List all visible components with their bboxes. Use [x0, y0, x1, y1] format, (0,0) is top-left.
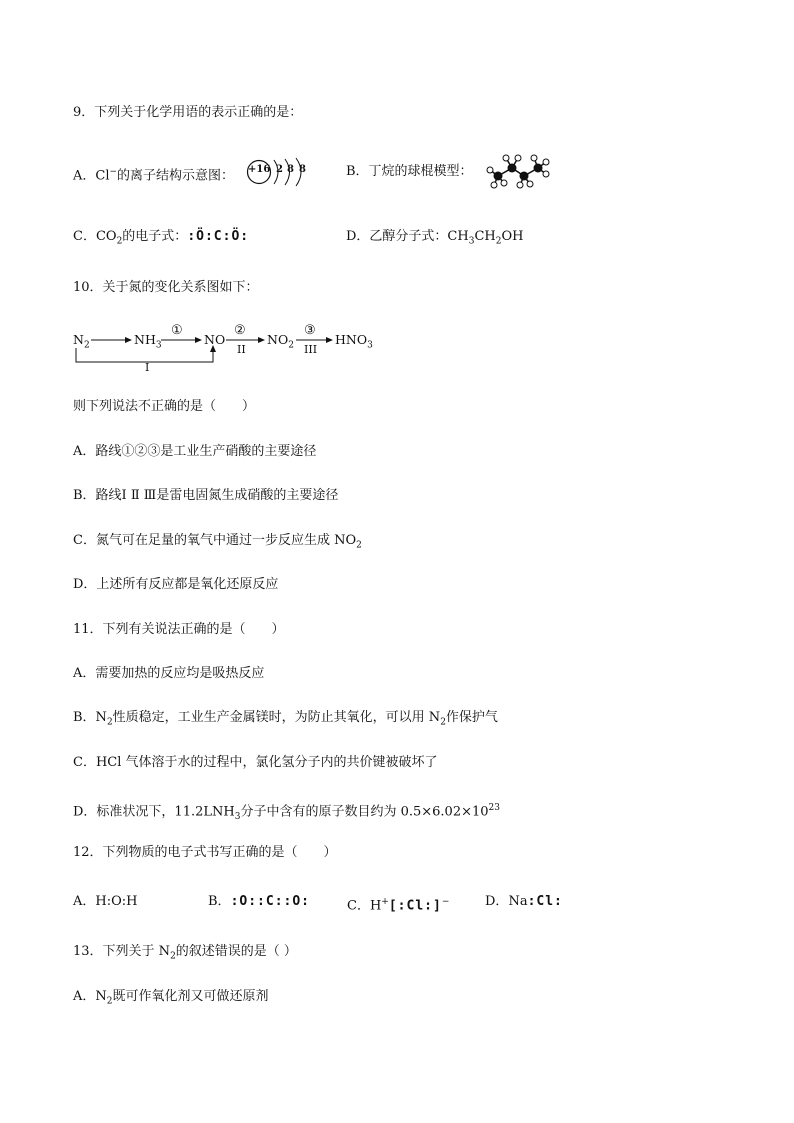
diagram-no2: $NO_2$: [267, 332, 294, 351]
q13-option-a: A．$N_2$既可作氧化剂又可做还原剂: [73, 989, 269, 1007]
q9-option-b: B．丁烷的球棍模型：: [346, 164, 473, 179]
nitrogen-cycle-diagram: [73, 322, 393, 374]
q11-option-a: A．需要加热的反应均是吸热反应: [73, 666, 265, 681]
q12-option-c: C．H+[:Cl:]−: [347, 897, 450, 914]
nucleus-charge: +16: [248, 164, 271, 175]
shell-2-electrons: 8: [287, 164, 294, 175]
q9-d-text: D．乙醇分子式：CH: [346, 229, 469, 244]
q9-c-text: 的电子式：: [122, 229, 188, 244]
diagram-step-3: ③: [304, 323, 316, 338]
q9-option-d: [346, 228, 523, 251]
q10-option-d: D．上述所有反应都是氧化还原反应: [73, 577, 279, 592]
q10-option-c: C．氮气可在足量的氧气中通过一步反应生成 $NO_2$: [73, 533, 362, 551]
q9-c-sub: 2: [116, 236, 123, 247]
diagram-hno3: $HNO_3$: [335, 332, 373, 351]
q13-stem: 13．下列关于 $N_2$的叙述错误的是（ ）: [73, 944, 297, 962]
diagram-route-ii: II: [237, 343, 246, 356]
q10-question: 则下列说法不正确的是（ ）: [73, 399, 256, 414]
q11-option-b: B．$N_2$性质稳定，工业生产金属镁时，为防止其氧化，可以用 $N_2$作保护气: [73, 710, 498, 728]
q9-d-end: OH: [501, 229, 524, 244]
diagram-nh3: $NH_3$: [134, 332, 162, 351]
butane-model-icon: [484, 150, 552, 190]
co2-electron-formula: :Ö:C:Ö:: [187, 229, 250, 244]
q9-stem: 9．下列关于化学用语的表示正确的是：: [73, 105, 303, 120]
q12-option-b: B．:O::C::O:: [208, 894, 311, 909]
diagram-step-1: ①: [171, 323, 183, 338]
q11-stem: 11．下列有关说法正确的是（ ）: [73, 622, 285, 637]
shell-3-electrons: 8: [299, 164, 306, 175]
diagram-n2: $N_2$: [73, 332, 90, 351]
q10-stem: 10．关于氮的变化关系图如下：: [73, 280, 259, 295]
nacl-electron-formula: :Cl:: [527, 894, 563, 909]
q12-option-d: D．Na:Cl:: [485, 894, 563, 909]
q11-option-d: D．标准状况下，$11.2LNH_3$分子中含有的原子数目约为 $0.5\times 6.02\times 10^{23}$: [73, 803, 500, 822]
q11-option-c: C．HCl 气体溶于水的过程中，氯化氢分子内的共价键被破坏了: [73, 755, 438, 770]
q10-option-a: A．路线①②③是工业生产硝酸的主要途径: [73, 444, 317, 459]
q9-d-sub1: 3: [468, 236, 475, 247]
q12-option-a: A．H:O:H: [73, 894, 138, 909]
q9-a-prefix: A．Cl: [73, 168, 110, 184]
diagram-no: NO: [204, 332, 226, 347]
q9-d-mid: CH: [474, 229, 496, 244]
q12-stem: 12．下列物质的电子式书写正确的是（ ）: [73, 845, 337, 860]
butane-ball-stick-model: [484, 150, 552, 190]
q9-option-c: [73, 228, 249, 251]
q10-option-b: B．路线Ⅰ Ⅱ Ⅲ是雷电固氮生成硝酸的主要途径: [73, 488, 339, 503]
q9-a-text: 的离子结构示意图：: [117, 168, 235, 184]
ion-structure-diagram: [244, 156, 314, 188]
diagram-route-i: I: [145, 361, 150, 374]
hcl-electron-formula: [:Cl:]: [388, 898, 442, 914]
q9-option-a: [73, 163, 234, 185]
diagram-step-2: ②: [234, 323, 246, 338]
q9-c-prefix: C．CO: [73, 229, 117, 244]
q9-a-charge: −: [109, 167, 118, 177]
co2-electron-formula-b: :O::C::O:: [230, 894, 311, 909]
shell-1-electrons: 2: [276, 164, 283, 175]
diagram-route-iii: III: [304, 343, 318, 356]
q9-d-sub2: 2: [495, 236, 502, 247]
